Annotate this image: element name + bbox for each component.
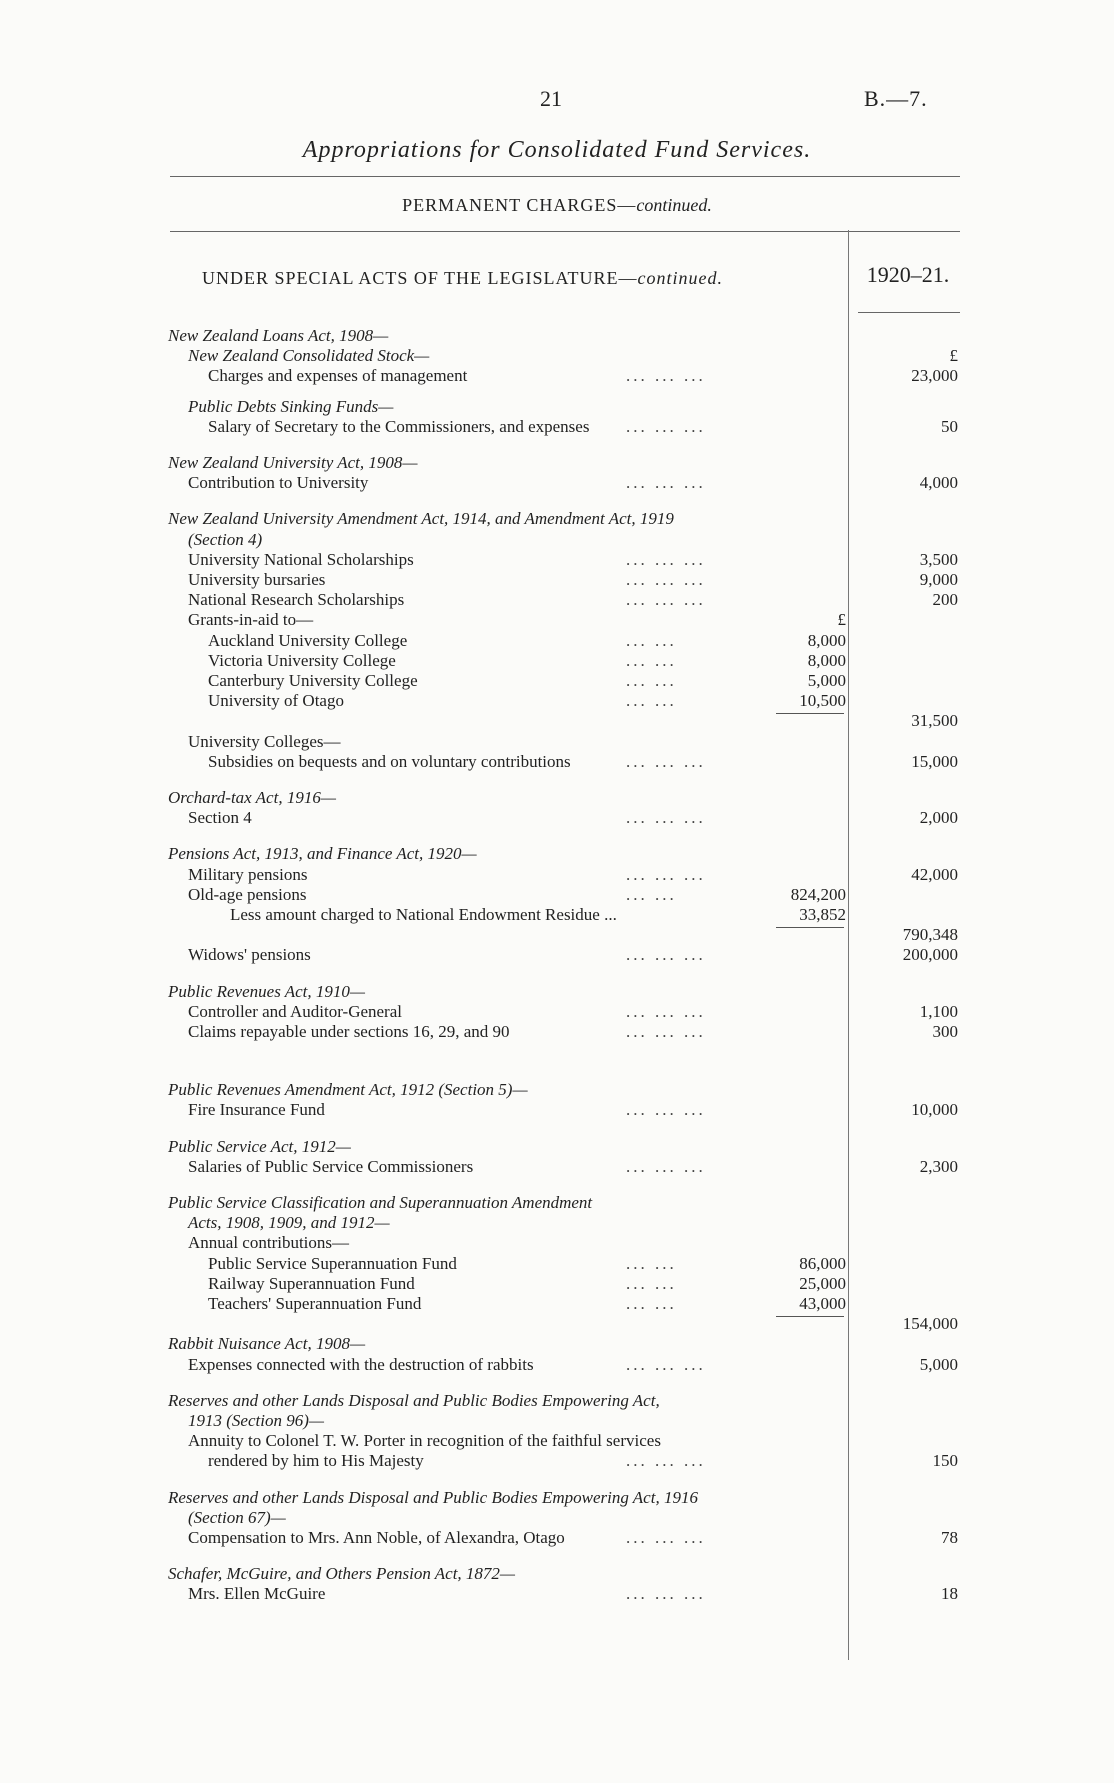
amount: 2,300 [919,1156,958,1176]
statement-row [0,904,1114,926]
year-column-heading: 1920–21. [866,262,950,287]
leader-dots: ... ... ... [626,416,706,436]
statement-row [0,1273,1114,1295]
act-heading: New Zealand Loans Act, 1908— [168,326,389,345]
statement-row [0,650,1114,672]
act-heading: Public Service Classification and Superannuation Amendment [168,1193,593,1212]
statement-row [0,1354,1114,1376]
item-label: Salary of Secretary to the Commissioners, and expenses [208,416,590,436]
leader-dots: ... ... ... [626,1584,706,1604]
statement-row [0,569,1114,591]
statement-row [0,589,1114,611]
statement-row [0,710,1114,732]
statement-row [0,884,1114,906]
item-label: Canterbury University College [208,671,418,690]
leader-dots: ... ... [626,691,677,711]
statement-row [0,1333,1114,1355]
act-heading: Rabbit Nuisance Act, 1908— [168,1334,366,1354]
item-label: Annuity to Colonel T. W. Porter in recognition of the faithful services [188,1431,661,1451]
amount: 154,000 [902,1314,958,1334]
page-title: Appropriations for Consolidated Fund Services. [302,137,812,163]
item-label: University National Scholarships [188,549,414,569]
statement-row [0,1099,1114,1121]
statement-row [0,1021,1114,1043]
section-heading-continued: continued. [637,268,724,288]
statement-row [0,1136,1114,1158]
item-label: Railway Superannuation Fund [208,1273,415,1293]
leader-dots: ... ... [626,1253,677,1273]
act-heading: New Zealand University Act, 1908— [168,453,418,472]
statement-row [0,609,1114,631]
act-heading: (Section 4) [188,529,263,549]
leader-dots: ... ... ... [626,1001,706,1021]
leader-dots: ... ... ... [626,473,706,493]
item-label: Annual contributions— [188,1233,350,1253]
item-label: National Research Scholarships [188,590,405,610]
item-label: Teachers' Superannuation Fund [208,1294,422,1313]
document-reference: B.—7. [864,86,928,111]
amount: 78 [941,1528,958,1547]
item-label: Mrs. Ellen McGuire [188,1584,326,1604]
act-heading: Public Revenues Amendment Act, 1912 (Section 5)— [168,1080,528,1100]
statement-row [0,924,1114,946]
section-subtitle [0,195,1114,216]
pound-sign: £ [837,610,846,630]
statement-row [0,670,1114,692]
year-heading-rule [858,312,960,313]
amount: 9,000 [919,570,958,589]
amount: 18 [941,1584,958,1604]
amount: 50 [941,416,958,436]
statement-row [0,864,1114,886]
statement-row [0,1212,1114,1234]
sub-amount: 10,500 [799,691,846,711]
statement-row [0,1583,1114,1605]
statement-row [0,1192,1114,1214]
statement-row [0,1430,1114,1452]
statement-row [0,630,1114,652]
amount: 1,100 [919,1001,958,1021]
act-heading: Orchard-tax Act, 1916— [168,788,336,807]
statement-row [0,1156,1114,1178]
item-label: Victoria University College [208,650,396,670]
act-heading: Acts, 1908, 1909, and 1912— [188,1213,390,1233]
leader-dots: ... ... [626,650,677,670]
statement-row [0,731,1114,753]
statement-row [0,981,1114,1003]
leader-dots: ... ... [626,884,677,904]
sub-amount: 33,852 [799,905,846,924]
leader-dots: ... ... ... [626,1022,706,1041]
leader-dots: ... ... ... [626,1100,706,1120]
leader-dots: ... ... [626,630,677,650]
section-heading [202,268,723,289]
act-heading: Public Revenues Act, 1910— [168,981,366,1001]
item-label: Compensation to Mrs. Ann Noble, of Alexandra, Otago [188,1528,565,1547]
amount: 31,500 [911,711,958,731]
statement-row [0,843,1114,865]
statement-row [0,1079,1114,1101]
act-heading: Public Debts Sinking Funds— [188,396,394,416]
pound-sign: £ [949,346,958,366]
statement-row [0,1390,1114,1412]
leader-dots: ... ... ... [626,864,706,884]
item-label: rendered by him to His Majesty [208,1451,424,1471]
sub-amount: 8,000 [807,630,846,650]
statement-row [0,396,1114,418]
statement-row [0,549,1114,571]
subtitle-main: PERMANENT CHARGES— [402,195,637,215]
act-heading: Public Service Act, 1912— [168,1136,351,1156]
subtitle-continued: continued. [636,195,712,215]
item-label: Less amount charged to National Endowment Residue ... [230,905,617,924]
statement-row [0,1293,1114,1315]
leader-dots: ... ... ... [626,1354,706,1374]
sub-amount: 8,000 [807,650,846,670]
leader-dots: ... ... ... [626,1451,706,1471]
item-label: Charges and expenses of management [208,366,468,386]
statement-row [0,1563,1114,1585]
act-heading: New Zealand University Amendment Act, 1914, and Amendment Act, 1919 [168,509,674,529]
subtitle-rule [170,231,960,232]
statement-row [0,1232,1114,1254]
item-label: University Colleges— [188,731,341,751]
item-label: University of Otago [208,691,344,711]
section-heading-main: UNDER SPECIAL ACTS OF THE LEGISLATURE— [202,268,638,288]
sub-amount: 86,000 [799,1253,846,1273]
act-heading: Schafer, McGuire, and Others Pension Act, 1872— [168,1564,516,1584]
amount: 2,000 [919,808,958,828]
item-label: Controller and Auditor-General [188,1001,402,1021]
amount: 790,348 [902,925,958,945]
leader-dots: ... ... [626,1273,677,1293]
item-label: University bursaries [188,570,326,589]
statement-row [0,751,1114,773]
amount: 10,000 [911,1100,958,1120]
leader-dots: ... ... ... [626,808,706,828]
statement-row [0,1253,1114,1275]
amount: 150 [932,1451,958,1471]
item-label: Widows' pensions [188,945,311,965]
item-label: Contribution to University [188,473,369,493]
act-heading: New Zealand Consolidated Stock— [188,346,430,366]
amount: 15,000 [911,751,958,771]
amount: 5,000 [919,1354,958,1374]
statement-row [0,1450,1114,1472]
leader-dots: ... ... ... [626,1528,706,1547]
leader-dots: ... ... [626,671,677,690]
title-rule [170,176,960,177]
leader-dots: ... ... [626,1294,677,1313]
amount: 42,000 [911,864,958,884]
sub-amount: 5,000 [807,671,846,690]
statement-row [0,325,1114,347]
statement-row [0,807,1114,829]
sub-amount: 25,000 [799,1273,846,1293]
amount: 3,500 [919,549,958,569]
act-heading: (Section 67)— [188,1507,286,1527]
act-heading: 1913 (Section 96)— [188,1411,324,1430]
item-label: Auckland University College [208,630,408,650]
statement-row [0,690,1114,712]
item-label: Grants-in-aid to— [188,610,314,630]
statement-row [0,787,1114,809]
amount: 300 [932,1022,958,1041]
amount: 23,000 [911,366,958,386]
amount: 4,000 [919,473,958,493]
item-label: Fire Insurance Fund [188,1100,325,1120]
statement-row [0,1527,1114,1549]
statement-row [0,529,1114,551]
amount: 200 [932,590,958,610]
leader-dots: ... ... ... [626,366,706,386]
page-number: 21 [540,86,562,111]
statement-row [0,452,1114,474]
act-heading: Pensions Act, 1913, and Finance Act, 1920— [168,844,477,864]
item-label: Expenses connected with the destruction of rabbits [188,1354,534,1374]
item-label: Military pensions [188,864,308,884]
statement-row [0,944,1114,966]
statement-row [0,416,1114,438]
statement-row [0,472,1114,494]
statement-row [0,1487,1114,1509]
statement-row [0,1313,1114,1335]
statement-row [0,1001,1114,1023]
statement-row [0,508,1114,530]
leader-dots: ... ... ... [626,570,706,589]
statement-row [0,1507,1114,1529]
sub-amount: 43,000 [799,1294,846,1313]
sub-amount: 824,200 [790,884,846,904]
item-label: Public Service Superannuation Fund [208,1253,457,1273]
leader-dots: ... ... ... [626,549,706,569]
amount: 200,000 [902,945,958,965]
act-heading: Reserves and other Lands Disposal and Public Bodies Empowering Act, [168,1390,660,1410]
leader-dots: ... ... ... [626,590,706,610]
item-label: Salaries of Public Service Commissioners [188,1156,474,1176]
act-heading: Reserves and other Lands Disposal and Public Bodies Empowering Act, 1916 [168,1487,698,1507]
leader-dots: ... ... ... [626,751,706,771]
item-label: Subsidies on bequests and on voluntary contributions [208,751,571,771]
item-label: Section 4 [188,808,252,828]
item-label: Claims repayable under sections 16, 29, and 90 [188,1022,510,1041]
leader-dots: ... ... ... [626,945,706,965]
leader-dots: ... ... ... [626,1156,706,1176]
statement-row [0,1410,1114,1432]
item-label: Old-age pensions [188,884,307,904]
